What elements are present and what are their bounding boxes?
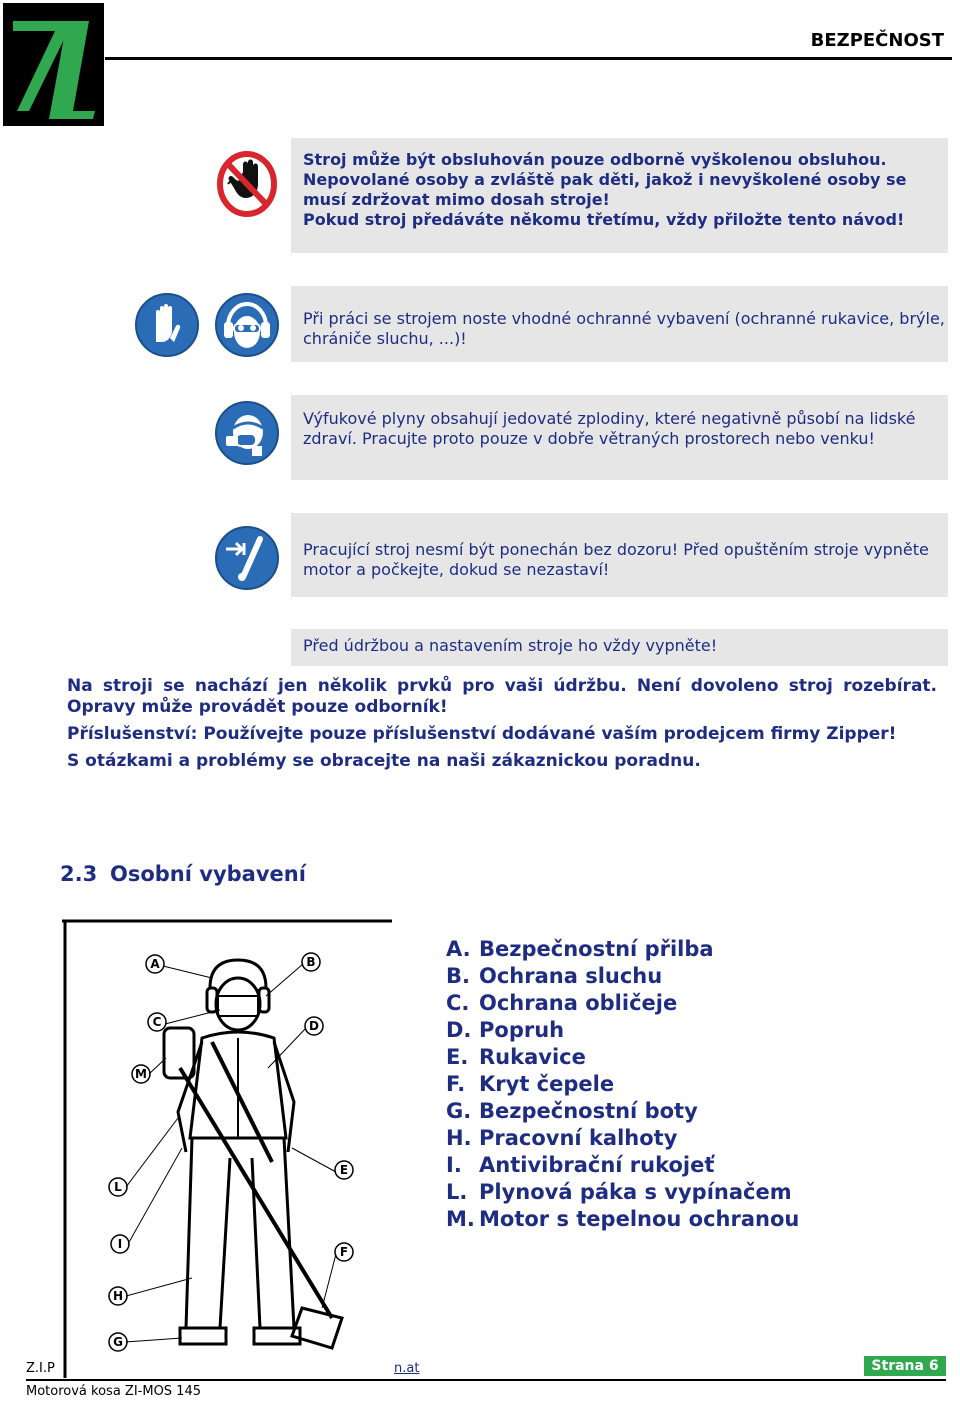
unattended-text: Pracující stroj nesmí být ponechán bez dozoru! Před opuštěním stroje vypněte motor a počkejte, dokud se nezastaví! [303,540,929,579]
maintenance-warning-box [291,629,948,666]
operators-line-2: Nepovolané osoby a zvláště pak děti, jakož i nevyškolené osoby se musí zdržovat mimo dosah stroje! [303,170,907,209]
exhaust-text: Výfukové plyny obsahují jedovaté zplodiny, které negativně působí na lidské zdraví. Pracujte proto pouze v dobře větraných prostorech nebo venku! [303,409,916,448]
maintenance-notes [67,676,937,772]
legend-item: L. Plynová páka s vypínačem [446,1180,792,1204]
legend-item: D. Popruh [446,1018,565,1042]
note-disassembly: Na stroji se nachází jen několik prvků pro vaši údržbu. Není dovoleno stroj rozebírat. Opravy může provádět pouze odborník! [67,676,937,717]
legend-item: I. Antivibrační rukojeť [446,1153,715,1177]
respirator-icon [214,400,280,470]
figure-label-h: H [112,1289,124,1303]
equipment-legend [446,936,799,1233]
legend-item: M. Motor s tepelnou ochranou [446,1207,800,1231]
footer-model-name: Motorová kosa ZI-MOS 145 [26,1384,201,1399]
switch-off-icon [214,525,280,595]
section-title: Osobní vybavení [110,862,306,886]
figure-label-g: G [113,1335,123,1349]
legend-item: G. Bezpečnostní boty [446,1099,698,1123]
exhaust-warning-box [291,395,948,480]
unattended-warning-box [291,513,948,597]
figure-label-i: I [117,1237,123,1251]
figure-label-l: L [114,1180,122,1194]
page-header-title: BEZPEČNOST [810,30,944,51]
legend-item: B. Ochrana sluchu [446,964,663,988]
legend-item: F. Kryt čepele [446,1072,615,1096]
note-accessories: Příslušenství: Používejte pouze příslušenství dodávané vaším prodejcem firmy Zipper! [67,724,897,744]
figure-label-f: F [339,1245,349,1259]
figure-label-e: E [339,1163,349,1177]
figure-label-c: C [152,1015,162,1029]
goggles-ear-protection-icon [214,292,280,362]
figure-label-m: M [135,1067,147,1081]
section-number: 2.3 [60,862,98,886]
footer-website-link[interactable]: n.at [394,1361,420,1376]
legend-item: H. Pracovní kalhoty [446,1126,678,1150]
gloves-icon [134,292,200,362]
protective-gear-box [291,286,948,362]
protective-equipment-figure [62,918,392,1378]
protective-gear-text: Při práci se strojem noste vhodné ochranné vybavení (ochranné rukavice, brýle, chrániče sluchu, ...)! [303,309,945,348]
footer-rule [26,1379,946,1381]
zi-logo-mark [3,3,104,126]
no-entry-hand-icon [216,150,278,222]
section-heading [60,862,306,886]
figure-label-a: A [150,957,160,971]
figure-label-b: B [306,955,316,969]
header-rule [105,57,952,60]
note-customer-service: S otázkami a problémy se obracejte na naši zákaznickou poradnu. [67,751,701,771]
legend-item: E. Rukavice [446,1045,586,1069]
operators-warning-box [291,138,948,253]
page-number-badge: Strana 6 [864,1356,946,1376]
company-logo [3,3,104,126]
maintenance-text: Před údržbou a nastavením stroje ho vždy vypněte! [303,636,718,655]
operators-line-1: Stroj může být obsluhován pouze odborně vyškolenou obsluhou. [303,150,887,169]
legend-item: C. Ochrana obličeje [446,991,678,1015]
operator-illustration [62,918,392,1378]
legend-item: A. Bezpečnostní přilba [446,937,714,961]
figure-label-d: D [309,1019,319,1033]
operators-line-3: Pokud stroj předáváte někomu třetímu, vždy přiložte tento návod! [303,210,905,229]
footer-company: Z.I.P [26,1361,55,1376]
